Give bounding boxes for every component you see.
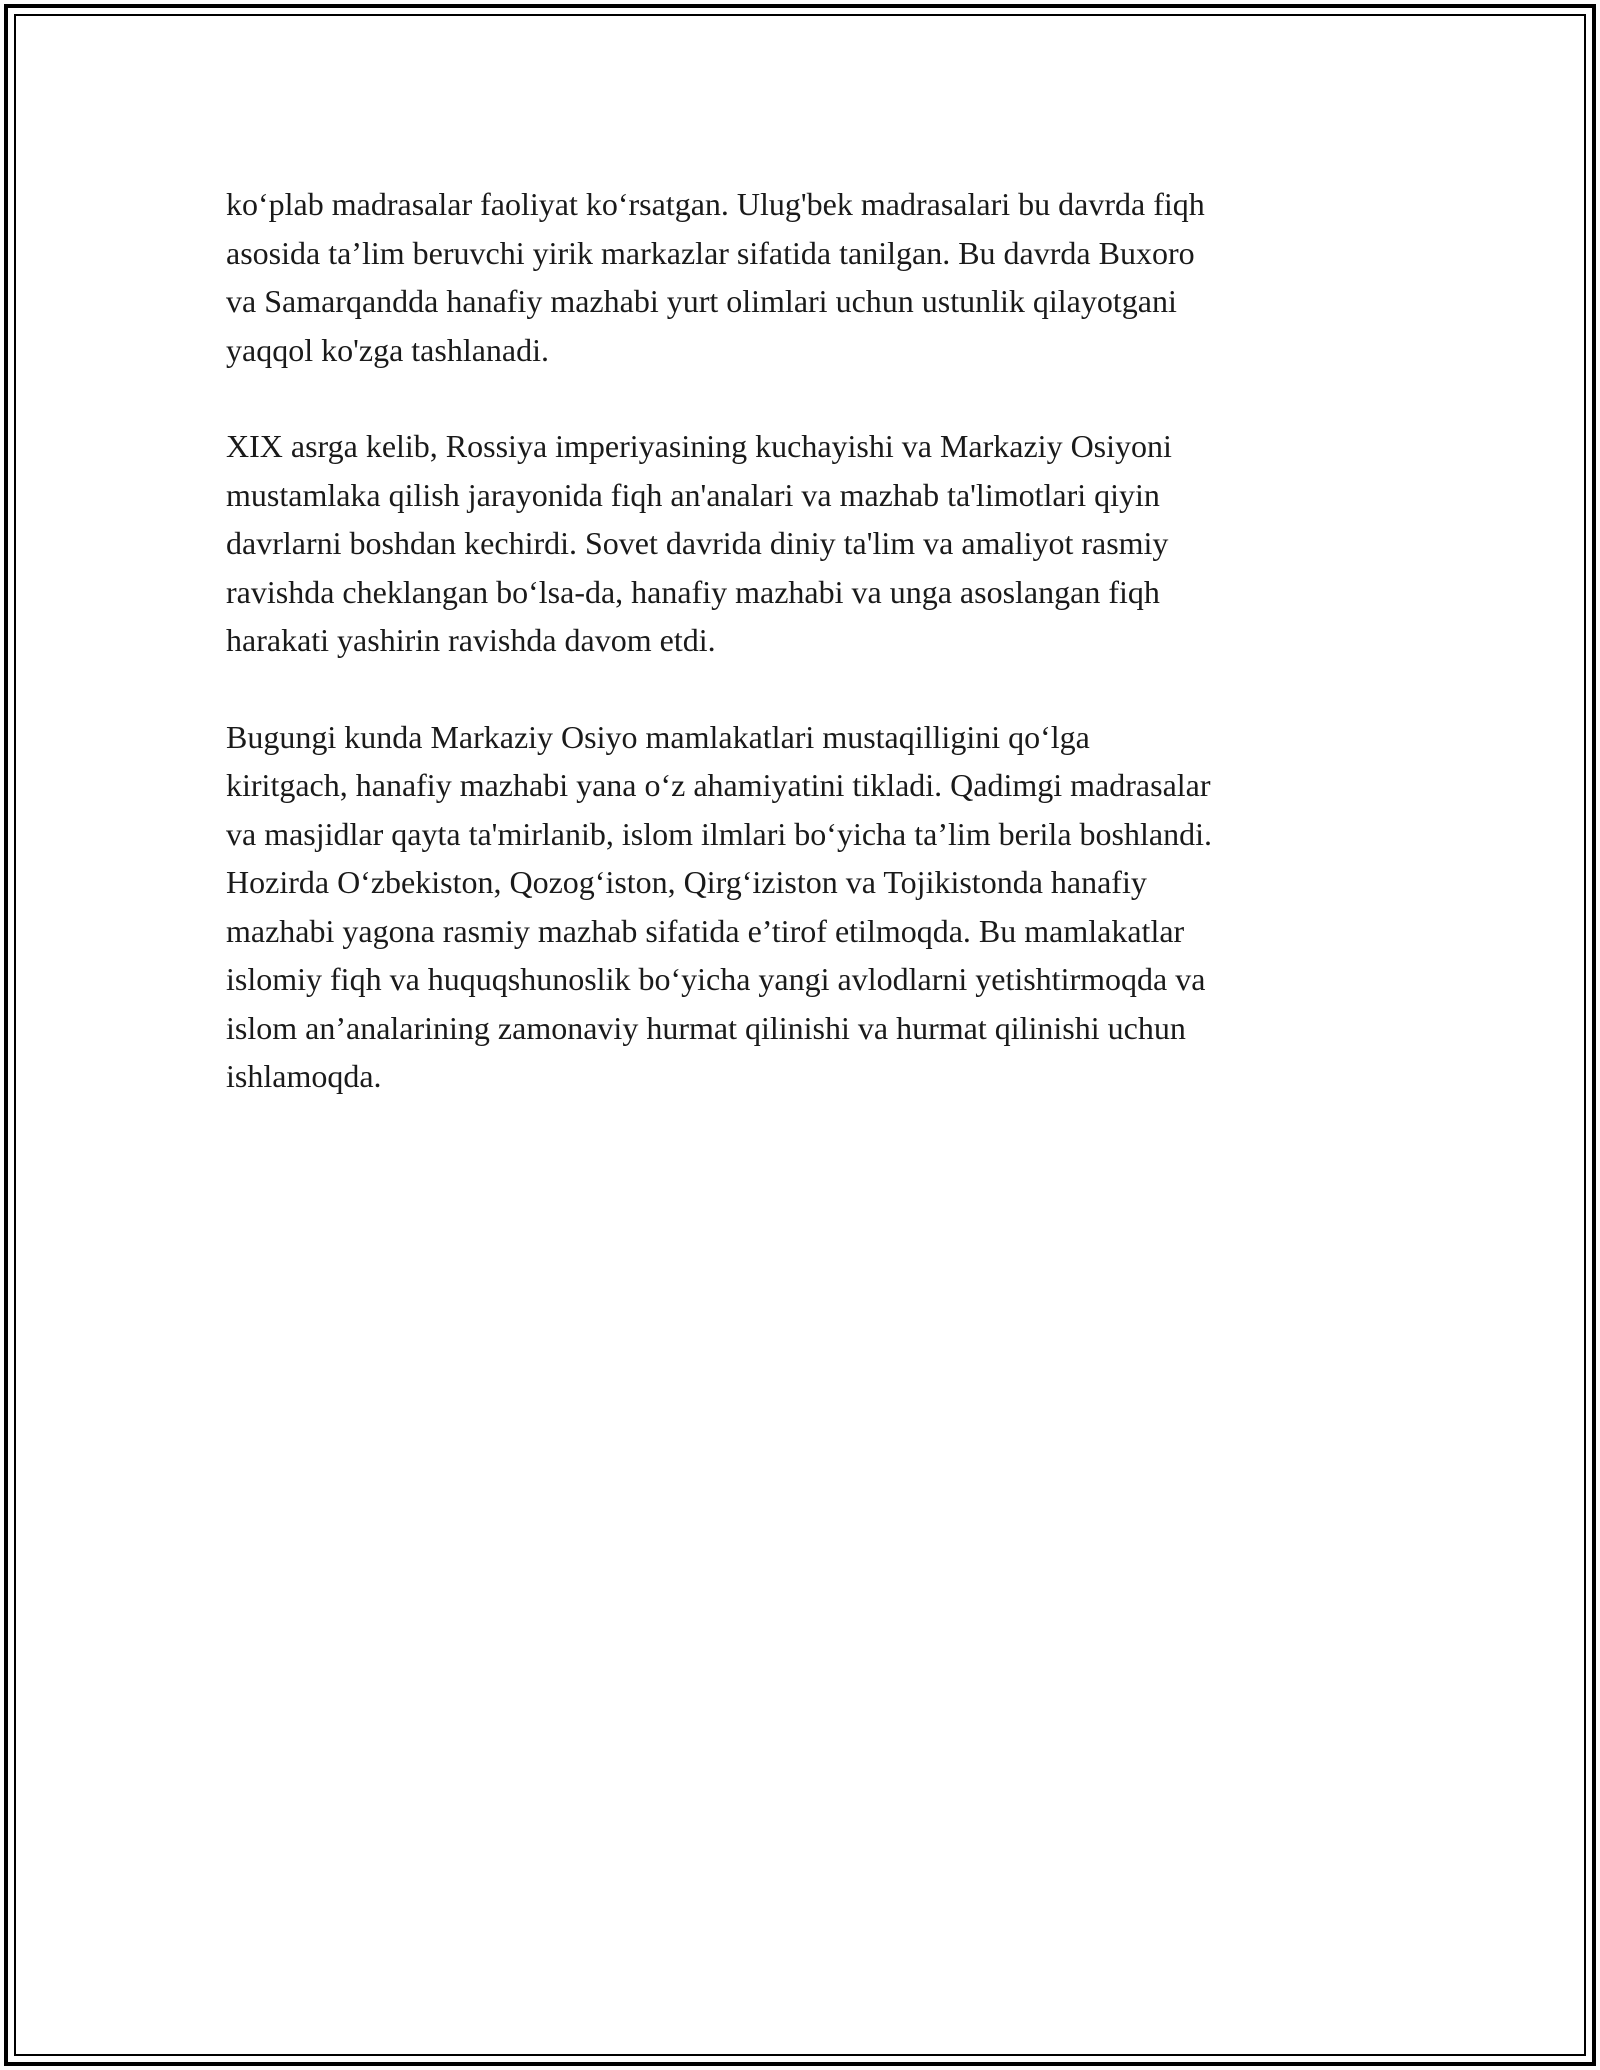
text-line: ravishda cheklangan bo‘lsa-da, hanafiy mazhabi va unga asoslangan fiqh	[226, 573, 1160, 610]
paragraph-2	[226, 422, 1376, 665]
text-line: yaqqol ko'zga tashlanadi.	[226, 331, 549, 368]
text-line: islom an’analarining zamonaviy hurmat qilinishi va hurmat qilinishi uchun	[226, 1009, 1186, 1046]
text-line: Hozirda O‘zbekiston, Qozog‘iston, Qirg‘iziston va Tojikistonda hanafiy	[226, 864, 1147, 900]
text-line: ishlamoqda.	[226, 1058, 382, 1094]
text-line: XIX asrga kelib, Rossiya imperiyasining kuchayishi va Markaziy Osiyoni	[226, 428, 1172, 464]
paragraph-3	[226, 713, 1376, 1101]
text-line: asosida ta’lim beruvchi yirik markazlar sifatida tanilgan. Bu davrda Buxoro	[226, 234, 1195, 271]
text-line: va Samarqandda hanafiy mazhabi yurt olimlari uchun ustunlik qilayotgani	[226, 283, 1177, 319]
text-line: va masjidlar qayta ta'mirlanib, islom ilmlari bo‘yicha ta’lim berila boshlandi.	[226, 815, 1212, 852]
text-line: mazhabi yagona rasmiy mazhab sifatida e’tirof etilmoqda. Bu mamlakatlar	[226, 912, 1185, 949]
text-line: kiritgach, hanafiy mazhabi yana o‘z ahamiyatini tikladi. Qadimgi madrasalar	[226, 767, 1211, 803]
text-line: islomiy fiqh va huquqshunoslik bo‘yicha yangi avlodlarni yetishtirmoqda va	[226, 961, 1206, 997]
text-line: ko‘plab madrasalar faoliyat ko‘rsatgan. Ulug'bek madrasalari bu davrda fiqh	[226, 186, 1205, 222]
paragraph-1	[226, 180, 1376, 374]
text-line: mustamlaka qilish jarayonida fiqh an'analari va mazhab ta'limotlari qiyin	[226, 476, 1160, 513]
text-line: Bugungi kunda Markaziy Osiyo mamlakatlari mustaqilligini qo‘lga	[226, 718, 1090, 755]
text-line: davrlarni boshdan kechirdi. Sovet davrida diniy ta'lim va amaliyot rasmiy	[226, 525, 1169, 561]
document-body	[226, 180, 1376, 1149]
text-line: harakati yashirin ravishda davom etdi.	[226, 622, 716, 658]
